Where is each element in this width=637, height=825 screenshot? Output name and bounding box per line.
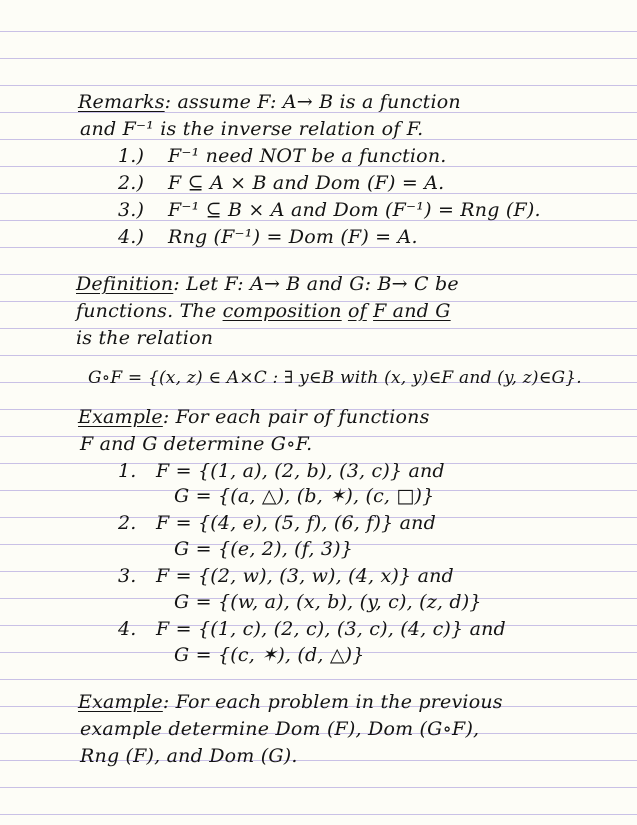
of-term: of: [347, 300, 367, 322]
problem-f-set: F = {(1, c), (2, c), (3, c), (4, c)} and: [156, 618, 506, 640]
problem-2-f: [118, 511, 436, 535]
remark-item-number: 3.): [118, 199, 145, 221]
problem-number: 4.: [118, 618, 137, 640]
definition-line-3: is the relation: [76, 327, 214, 349]
example1-heading: Example: [78, 406, 163, 428]
problem-f-set: F = {(4, e), (5, f), (6, f)} and: [156, 512, 436, 534]
remarks-text-1: : assume F: A→ B is a function: [164, 91, 461, 113]
problem-f-set: F = {(1, a), (2, b), (3, c)} and: [156, 460, 445, 482]
definition-heading: Definition: [76, 273, 174, 295]
example2-heading: Example: [78, 691, 163, 713]
f-and-g-term: F and G: [373, 300, 451, 322]
example2-line-2: example determine Dom (F), Dom (G∘F),: [80, 718, 480, 740]
remark-item-text: Rng (F⁻¹) = Dom (F) = A.: [168, 226, 418, 248]
example2-line-1: [78, 690, 503, 714]
remarks-line-2: and F⁻¹ is the inverse relation of F.: [80, 118, 424, 140]
problem-4-f: [118, 617, 506, 641]
example1-text-1: : For each pair of functions: [162, 406, 430, 428]
problem-number: 3.: [118, 565, 137, 587]
problem-3-f: [118, 564, 454, 588]
remarks-line-1: [78, 90, 461, 114]
remark-item-number: 4.): [118, 226, 145, 248]
problem-4-g: G = {(c, ✶), (d, △)}: [174, 644, 365, 666]
remark-item-3: [118, 198, 541, 222]
problem-1-g: G = {(a, △), (b, ✶), (c, □)}: [174, 485, 435, 507]
problem-number: 2.: [118, 512, 137, 534]
remark-item-text: F⁻¹ need NOT be a function.: [168, 145, 447, 167]
composition-formula: G∘F = {(x, z) ∈ A×C : ∃ y∈B with (x, y)∈F and (y, z)∈G}.: [88, 368, 582, 388]
example1-line-2: F and G determine G∘F.: [80, 433, 313, 455]
definition-text-1: : Let F: A→ B and G: B→ C be: [173, 273, 459, 295]
remark-item-4: [118, 225, 418, 249]
problem-number: 1.: [118, 460, 137, 482]
remark-item-number: 1.): [118, 145, 145, 167]
example1-line-1: [78, 405, 430, 429]
remark-item-1: [118, 144, 447, 168]
definition-line-1: [76, 272, 459, 296]
definition-text-2: functions. The: [76, 300, 223, 322]
problem-2-g: G = {(e, 2), (f, 3)}: [174, 538, 354, 560]
problem-3-g: G = {(w, a), (x, b), (y, c), (z, d)}: [174, 591, 482, 613]
composition-term: composition: [222, 300, 342, 322]
example2-text-1: : For each problem in the previous: [162, 691, 503, 713]
remarks-heading: Remarks: [78, 91, 165, 113]
remark-item-2: [118, 171, 444, 195]
definition-line-2: [76, 299, 451, 323]
example2-line-3: Rng (F), and Dom (G).: [80, 745, 298, 767]
remark-item-text: F ⊆ A × B and Dom (F) = A.: [168, 172, 445, 194]
problem-f-set: F = {(2, w), (3, w), (4, x)} and: [156, 565, 454, 587]
remark-item-number: 2.): [118, 172, 145, 194]
problem-1-f: [118, 459, 445, 483]
remark-item-text: F⁻¹ ⊆ B × A and Dom (F⁻¹) = Rng (F).: [168, 199, 541, 221]
